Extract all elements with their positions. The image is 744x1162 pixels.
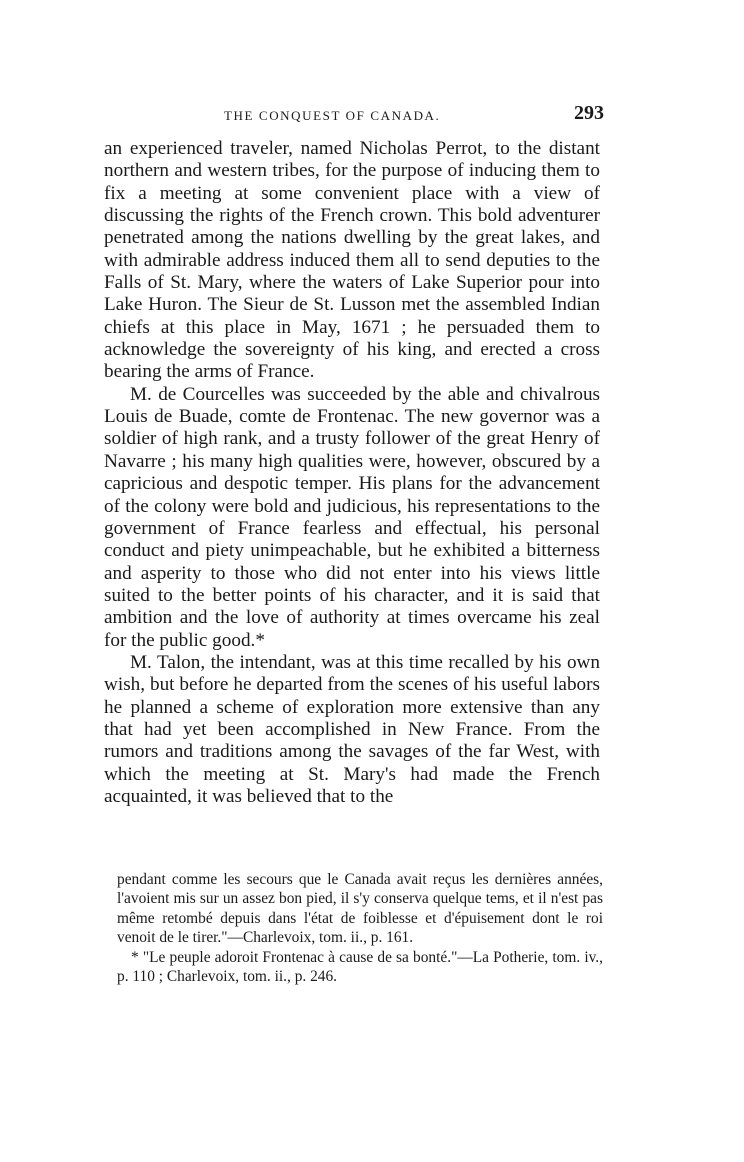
paragraph-talon: M. Talon, the intendant, was at this time recalled by his own wish, but before he departed from the scenes of his useful labors he planned a scheme of exploration more extensive than any that had yet been accomplished in New France. From the rumors and traditions among the savages of the far West, with which the meeting at St. Mary's had made the French acquainted, it was believed that to the — [104, 651, 600, 807]
main-text — [104, 138, 600, 808]
footnotes — [117, 870, 603, 986]
page-number: 293 — [574, 102, 604, 124]
paragraph-frontenac: M. de Courcelles was succeeded by the able and chivalrous Louis de Buade, comte de Frontenac. The new governor was a soldier of high rank, and a trusty follower of the great Henry of Navarre ; his many high qualities were, however, obscured by a capricious and despotic temper. His plans for the advancement of the colony were bold and judicious, his representations to the government of France fearless and effectual, his personal conduct and piety unimpeachable, but he exhibited a bitterness and asperity to those who did not enter into his views little suited to the better points of his character, and it is said that ambition and the love of authority at times overcame his zeal for the public good.* — [104, 383, 600, 651]
page-header — [104, 102, 604, 132]
running-head: THE CONQUEST OF CANADA. — [224, 108, 441, 123]
footnote-frontenac: * "Le peuple adoroit Frontenac à cause de sa bonté."—La Potherie, tom. iv., p. 110 ; Charlevoix, tom. ii., p. 246. — [117, 948, 603, 986]
footnote-continuation: pendant comme les secours que le Canada avait reçus les dernières années, l'avoient mis sur un assez bon pied, il s'y conserva quelque tems, et il n'est pas même retombé depuis dans l'état de foiblesse et d'épuisement dont le roi venoit de le tirer."—Charlevoix, tom. ii., p. 161. — [117, 871, 603, 947]
paragraph-perrot: an experienced traveler, named Nicholas Perrot, to the distant northern and western tribes, for the purpose of inducing them to fix a meeting at some convenient place with a view of discussing the rights of the French crown. This bold adventurer penetrated among the nations dwelling by the great lakes, and with admirable address induced them all to send deputies to the Falls of St. Mary, where the waters of Lake Superior pour into Lake Huron. The Sieur de St. Lusson met the assembled Indian chiefs at this place in May, 1671 ; he persuaded them to acknowledge the sovereignty of his king, and erected a cross bearing the arms of France. — [104, 138, 600, 383]
